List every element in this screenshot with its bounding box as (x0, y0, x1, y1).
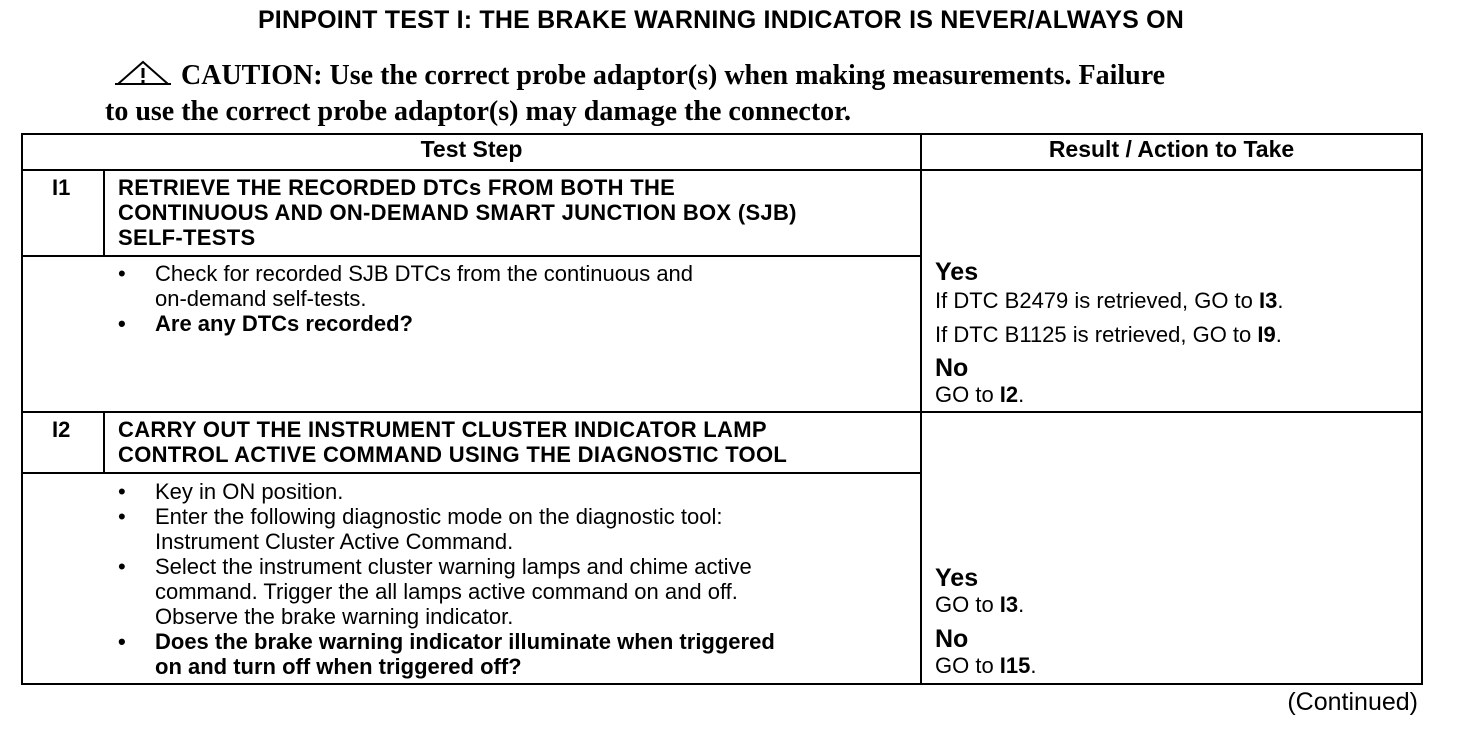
result-yes-line (935, 592, 1037, 617)
step-heading (118, 175, 908, 250)
step-id: I1 (52, 175, 71, 200)
step-heading-line: CONTINUOUS AND ON-DEMAND SMART JUNCTION BOX (SJB) (118, 200, 797, 225)
result-no-line (935, 653, 1037, 678)
result-yes-line (935, 288, 1284, 313)
result-punct: . (1018, 382, 1025, 407)
bullet-text-line: on-demand self-tests. (155, 286, 367, 311)
result-ref-link[interactable]: I3 (999, 592, 1019, 617)
row-divider (21, 411, 1423, 413)
result-punct: . (1277, 288, 1284, 313)
caution-text-line2: to use the correct probe adaptor(s) may damage the connector. (105, 96, 852, 127)
step-i2-heading-divider (21, 472, 921, 474)
bullet-icon: • (118, 261, 126, 286)
bullet-text-line: Are any DTCs recorded? (155, 311, 413, 336)
step-result (935, 565, 1037, 678)
bullet-icon: • (118, 629, 126, 654)
bullet-text-line: Observe the brake warning indicator. (155, 604, 514, 629)
bullet-icon: • (118, 311, 126, 336)
result-punct: . (1018, 592, 1025, 617)
bullet-text-line: on and turn off when triggered off? (155, 654, 522, 679)
table-border-right (1421, 133, 1423, 685)
result-text: GO to (935, 653, 1000, 678)
bullet-text-line: Enter the following diagnostic mode on the diagnostic tool: (155, 504, 723, 529)
result-punct: . (1275, 322, 1282, 347)
step-i2-id-divider (103, 411, 105, 474)
step-heading-line: CONTROL ACTIVE COMMAND USING THE DIAGNOSTIC TOOL (118, 442, 788, 467)
step-result (935, 259, 1284, 407)
bullet-item (118, 261, 908, 311)
bullet-text-line: Key in ON position. (155, 479, 344, 504)
result-ref-link[interactable]: I2 (999, 382, 1019, 407)
bullet-text-line: Does the brake warning indicator illuminate when triggered (155, 629, 775, 654)
step-i1-id-divider (103, 169, 105, 257)
result-ref-link[interactable]: I9 (1257, 322, 1276, 347)
column-header-test-step: Test Step (420, 136, 523, 162)
continued-label: (Continued) (1287, 688, 1418, 716)
result-no-label: No (935, 625, 969, 653)
step-bullet-list (118, 261, 908, 336)
result-yes-label: Yes (935, 258, 979, 286)
result-text: GO to (935, 382, 1000, 407)
bullet-text-line: command. Trigger the all lamps active command on and off. (155, 579, 738, 604)
column-header-result: Result / Action to Take (1048, 136, 1295, 162)
bullet-text-line: Select the instrument cluster warning lamps and chime active (155, 554, 752, 579)
result-punct: . (1030, 653, 1037, 678)
bullet-icon: • (118, 479, 126, 504)
bullet-item-question (118, 629, 908, 679)
bullet-item (118, 554, 908, 629)
bullet-icon: • (118, 554, 126, 579)
result-ref-link[interactable]: I3 (1259, 288, 1278, 313)
result-no-label: No (935, 354, 969, 382)
bullet-icon: • (118, 504, 126, 529)
bullet-item (118, 504, 908, 554)
caution-line1-text: CAUTION: Use the correct probe adaptor(s) when making measurements. Failure (181, 60, 1166, 91)
result-no-line (935, 382, 1284, 407)
caution-text-line1 (115, 60, 1165, 92)
bullet-text-line: Check for recorded SJB DTCs from the continuous and (155, 261, 694, 286)
bullet-text-line: Instrument Cluster Active Command. (155, 529, 514, 554)
result-text: GO to (935, 592, 1000, 617)
step-heading (118, 417, 908, 467)
warning-triangle-icon (115, 60, 171, 86)
result-text: If DTC B1125 is retrieved, GO to (935, 322, 1258, 347)
result-yes-label: Yes (935, 564, 979, 592)
table-border-top (21, 133, 1423, 135)
column-divider (920, 133, 922, 685)
result-yes-line (935, 322, 1284, 347)
step-i1-heading-divider (21, 255, 921, 257)
page-title: PINPOINT TEST I: THE BRAKE WARNING INDICATOR IS NEVER/ALWAYS ON (257, 6, 1185, 34)
step-id: I2 (52, 417, 71, 442)
result-ref-link[interactable]: I15 (999, 653, 1031, 678)
table-border-bottom (21, 683, 1423, 685)
step-heading-line: RETRIEVE THE RECORDED DTCs FROM BOTH THE (118, 175, 676, 200)
result-text: If DTC B2479 is retrieved, GO to (935, 288, 1260, 313)
table-border-left (21, 133, 23, 685)
step-heading-line: CARRY OUT THE INSTRUMENT CLUSTER INDICATOR LAMP (118, 417, 767, 442)
step-heading-line: SELF-TESTS (118, 225, 256, 250)
bullet-item (118, 479, 908, 504)
step-bullet-list (118, 479, 908, 679)
bullet-item-question (118, 311, 908, 336)
header-divider (21, 169, 1423, 171)
